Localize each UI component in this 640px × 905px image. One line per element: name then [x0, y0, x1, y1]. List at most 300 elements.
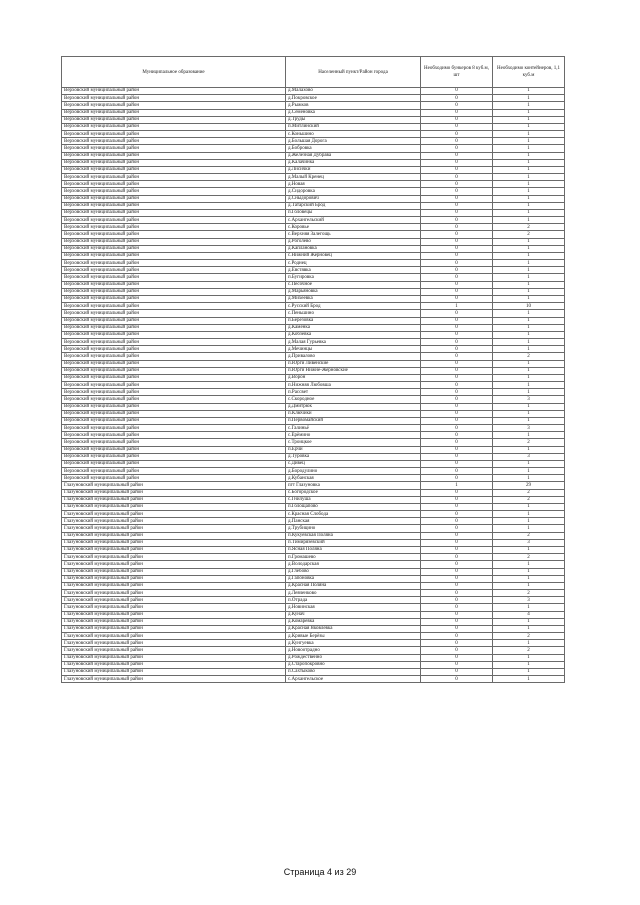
cell-municipality: Глазуновский муниципальный район [62, 633, 286, 640]
cell-municipality: Верховский муниципальный район [62, 310, 286, 317]
cell-municipality: Верховский муниципальный район [62, 152, 286, 159]
cell-settlement: д.Калачинка [286, 159, 421, 166]
cell-municipality: Верховский муниципальный район [62, 346, 286, 353]
cell-settlement: д.Сныдорович [286, 195, 421, 202]
cell-settlement: д.Рождественно [286, 654, 421, 661]
cell-settlement: с.Троицкое [286, 439, 421, 446]
cell-municipality: Верховский муниципальный район [62, 453, 286, 460]
cell-municipality: Верховский муниципальный район [62, 267, 286, 274]
table-row [62, 640, 565, 647]
cell-settlement: с.Верхняя Залегощь [286, 231, 421, 238]
cell-containers: 2 [493, 439, 565, 446]
cell-settlement: д.Марьяновка [286, 288, 421, 295]
cell-containers: 1 [493, 245, 565, 252]
cell-settlement: п.Тимирязевский [286, 539, 421, 546]
cell-settlement: п.Голощапово [286, 503, 421, 510]
cell-containers: 1 [493, 288, 565, 295]
table-row [62, 295, 565, 302]
table-row [62, 539, 565, 546]
cell-containers: 1 [493, 525, 565, 532]
cell-settlement: с.Нижний Жерновец [286, 252, 421, 259]
cell-settlement: д.Кунгуевка [286, 640, 421, 647]
cell-containers: 3 [493, 597, 565, 604]
cell-municipality: Верховский муниципальный район [62, 374, 286, 381]
cell-bunkers: 0 [421, 310, 493, 317]
cell-bunkers: 0 [421, 417, 493, 424]
table-row [62, 303, 565, 310]
cell-settlement: пгт Глазуновка [286, 482, 421, 489]
cell-municipality: Глазуновский муниципальный район [62, 668, 286, 675]
cell-containers: 2 [493, 590, 565, 597]
table-row [62, 360, 565, 367]
cell-settlement: д.Малый Кренец [286, 174, 421, 181]
cell-containers: 1 [493, 389, 565, 396]
cell-containers: 10 [493, 303, 565, 310]
cell-containers: 1 [493, 260, 565, 267]
cell-settlement: п.Ерчи [286, 446, 421, 453]
cell-bunkers: 0 [421, 410, 493, 417]
table-row [62, 432, 565, 439]
cell-containers: 1 [493, 281, 565, 288]
cell-municipality: Верховский муниципальный район [62, 382, 286, 389]
cell-bunkers: 0 [421, 676, 493, 683]
table-row [62, 131, 565, 138]
cell-municipality: Верховский муниципальный район [62, 468, 286, 475]
table-row [62, 374, 565, 381]
table-row [62, 339, 565, 346]
cell-containers: 1 [493, 123, 565, 130]
table-row [62, 654, 565, 661]
cell-settlement: с.Богородское [286, 489, 421, 496]
table-row [62, 260, 565, 267]
cell-municipality: Глазуновский муниципальный район [62, 625, 286, 632]
cell-settlement: д.Левченково [286, 590, 421, 597]
cell-settlement: п.Отрада [286, 597, 421, 604]
cell-containers: 1 [493, 95, 565, 102]
cell-bunkers: 0 [421, 252, 493, 259]
cell-settlement: д.Евстявка [286, 267, 421, 274]
table-row [62, 195, 565, 202]
cell-settlement: с.Русский Брод [286, 303, 421, 310]
table-row [62, 496, 565, 503]
cell-containers: 2 [493, 224, 565, 231]
table-row [62, 166, 565, 173]
cell-municipality: Глазуновский муниципальный район [62, 489, 286, 496]
cell-bunkers: 0 [421, 453, 493, 460]
cell-municipality: Верховский муниципальный район [62, 460, 286, 467]
cell-municipality: Верховский муниципальный район [62, 145, 286, 152]
table-row [62, 482, 565, 489]
cell-containers: 1 [493, 217, 565, 224]
cell-containers: 3 [493, 539, 565, 546]
cell-municipality: Верховский муниципальный район [62, 432, 286, 439]
cell-bunkers: 0 [421, 611, 493, 618]
table-row [62, 217, 565, 224]
cell-containers: 4 [493, 611, 565, 618]
cell-containers: 29 [493, 482, 565, 489]
cell-containers: 1 [493, 88, 565, 95]
cell-settlement: п.Юрги Ливенские [286, 360, 421, 367]
cell-containers: 1 [493, 640, 565, 647]
table-row [62, 389, 565, 396]
cell-settlement: д.Татарский Брод [286, 202, 421, 209]
table-row [62, 382, 565, 389]
cell-municipality: Верховский муниципальный район [62, 116, 286, 123]
table-row [62, 123, 565, 130]
table-row [62, 511, 565, 518]
cell-settlement: д.Каплановка [286, 245, 421, 252]
cell-municipality: Глазуновский муниципальный район [62, 640, 286, 647]
cell-municipality: Глазуновский муниципальный район [62, 618, 286, 625]
table-row [62, 152, 565, 159]
cell-containers: 1 [493, 145, 565, 152]
cell-municipality: Верховский муниципальный район [62, 331, 286, 338]
cell-bunkers: 0 [421, 539, 493, 546]
table-row [62, 633, 565, 640]
cell-municipality: Верховский муниципальный район [62, 396, 286, 403]
cell-municipality: Верховский муниципальный район [62, 123, 286, 130]
cell-containers: 1 [493, 417, 565, 424]
cell-bunkers: 0 [421, 331, 493, 338]
cell-municipality: Верховский муниципальный район [62, 166, 286, 173]
cell-settlement: д.Комарёвка [286, 618, 421, 625]
cell-containers: 1 [493, 410, 565, 417]
cell-municipality: Верховский муниципальный район [62, 324, 286, 331]
cell-containers: 2 [493, 231, 565, 238]
cell-settlement: с.Архангельский [286, 217, 421, 224]
table-row [62, 590, 565, 597]
cell-settlement: с.Ерёмино [286, 432, 421, 439]
cell-municipality: Верховский муниципальный район [62, 360, 286, 367]
cell-settlement: с.Скородное [286, 396, 421, 403]
cell-settlement: д.Лисички [286, 166, 421, 173]
cell-bunkers: 1 [421, 303, 493, 310]
cell-containers: 1 [493, 324, 565, 331]
cell-settlement: д.Привалово [286, 353, 421, 360]
cell-settlement: д.Железная Дубрава [286, 152, 421, 159]
cell-settlement: п.Головецы [286, 209, 421, 216]
cell-bunkers: 0 [421, 597, 493, 604]
cell-settlement: д.Красная Поляна [286, 582, 421, 589]
cell-containers: 1 [493, 432, 565, 439]
cell-municipality: Верховский муниципальный район [62, 252, 286, 259]
header-bunkers: Необходимо бункеров 8 куб.м, шт [421, 57, 493, 88]
cell-containers: 1 [493, 310, 565, 317]
cell-bunkers: 0 [421, 209, 493, 216]
table-row [62, 331, 565, 338]
table-row [62, 274, 565, 281]
cell-settlement: д.Семёновка [286, 109, 421, 116]
table-row [62, 267, 565, 274]
cell-bunkers: 1 [421, 482, 493, 489]
table-row [62, 188, 565, 195]
cell-bunkers: 0 [421, 575, 493, 582]
cell-settlement: п.Ясная Поляна [286, 547, 421, 554]
cell-bunkers: 0 [421, 159, 493, 166]
table-row [62, 676, 565, 683]
cell-settlement: п.Березовка [286, 317, 421, 324]
cell-containers: 1 [493, 604, 565, 611]
cell-municipality: Верховский муниципальный район [62, 138, 286, 145]
cell-containers: 2 [493, 353, 565, 360]
cell-bunkers: 0 [421, 274, 493, 281]
table-row [62, 547, 565, 554]
cell-bunkers: 0 [421, 353, 493, 360]
table-row [62, 252, 565, 259]
table-row [62, 525, 565, 532]
table-row [62, 597, 565, 604]
cell-bunkers: 0 [421, 403, 493, 410]
cell-bunkers: 0 [421, 295, 493, 302]
table-row [62, 489, 565, 496]
cell-bunkers: 0 [421, 217, 493, 224]
cell-settlement: п.Митлинский [286, 123, 421, 130]
cell-municipality: Глазуновский муниципальный район [62, 554, 286, 561]
cell-municipality: Верховский муниципальный район [62, 159, 286, 166]
cell-municipality: Верховский муниципальный район [62, 425, 286, 432]
table-row [62, 224, 565, 231]
cell-containers: 1 [493, 152, 565, 159]
cell-containers: 1 [493, 188, 565, 195]
cell-containers: 1 [493, 360, 565, 367]
data-table [61, 56, 565, 683]
cell-containers: 1 [493, 202, 565, 209]
cell-bunkers: 0 [421, 123, 493, 130]
cell-containers: 1 [493, 267, 565, 274]
cell-bunkers: 0 [421, 88, 493, 95]
cell-bunkers: 0 [421, 439, 493, 446]
table-row [62, 453, 565, 460]
cell-municipality: Верховский муниципальный район [62, 403, 286, 410]
cell-settlement: д.Глебово [286, 568, 421, 575]
cell-municipality: Верховский муниципальный район [62, 367, 286, 374]
table-row [62, 518, 565, 525]
cell-municipality: Глазуновский муниципальный район [62, 597, 286, 604]
cell-containers: 1 [493, 618, 565, 625]
cell-municipality: Верховский муниципальный район [62, 288, 286, 295]
cell-municipality: Глазуновский муниципальный район [62, 503, 286, 510]
cell-municipality: Глазуновский муниципальный район [62, 539, 286, 546]
cell-municipality: Глазуновский муниципальный район [62, 661, 286, 668]
table-row [62, 281, 565, 288]
cell-settlement: д.Гапоновка [286, 575, 421, 582]
cell-bunkers: 0 [421, 324, 493, 331]
table-row [62, 468, 565, 475]
cell-bunkers: 0 [421, 224, 493, 231]
cell-bunkers: 0 [421, 145, 493, 152]
cell-settlement: д.Малая Гурьевка [286, 339, 421, 346]
table-row [62, 353, 565, 360]
cell-bunkers: 0 [421, 647, 493, 654]
cell-containers: 1 [493, 582, 565, 589]
cell-settlement: п.Кукуевская Поляна [286, 532, 421, 539]
table-row [62, 410, 565, 417]
cell-municipality: Верховский муниципальный район [62, 238, 286, 245]
cell-settlement: п.Рассвет [286, 389, 421, 396]
cell-municipality: Верховский муниципальный район [62, 475, 286, 482]
cell-bunkers: 0 [421, 346, 493, 353]
cell-containers: 2 [493, 532, 565, 539]
cell-containers: 3 [493, 425, 565, 432]
cell-municipality: Верховский муниципальный район [62, 439, 286, 446]
cell-bunkers: 0 [421, 166, 493, 173]
cell-bunkers: 0 [421, 618, 493, 625]
cell-settlement: д.Новоотрадно [286, 647, 421, 654]
cell-municipality: Верховский муниципальный район [62, 202, 286, 209]
cell-bunkers: 0 [421, 339, 493, 346]
table-row [62, 231, 565, 238]
table-row [62, 116, 565, 123]
cell-settlement: д.Ворон [286, 374, 421, 381]
cell-settlement: с.Коровье [286, 224, 421, 231]
cell-settlement: с.Дивец [286, 460, 421, 467]
cell-municipality: Верховский муниципальный район [62, 245, 286, 252]
cell-settlement: д.Бородулино [286, 468, 421, 475]
table-row [62, 439, 565, 446]
header-containers: Необходимо контейнеров, 1,1 куб.м [493, 57, 565, 88]
table-row [62, 425, 565, 432]
table-row [62, 532, 565, 539]
table-row [62, 403, 565, 410]
cell-bunkers: 0 [421, 432, 493, 439]
cell-containers: 1 [493, 561, 565, 568]
cell-settlement: д.Труды [286, 116, 421, 123]
cell-bunkers: 0 [421, 389, 493, 396]
cell-municipality: Глазуновский муниципальный район [62, 654, 286, 661]
table-row [62, 145, 565, 152]
cell-bunkers: 0 [421, 181, 493, 188]
cell-bunkers: 0 [421, 238, 493, 245]
table-row [62, 109, 565, 116]
cell-settlement: д.Дмитрюк [286, 403, 421, 410]
cell-bunkers: 0 [421, 446, 493, 453]
cell-municipality: Глазуновский муниципальный район [62, 575, 286, 582]
cell-bunkers: 0 [421, 568, 493, 575]
cell-settlement: д.Кривые Берёзы [286, 633, 421, 640]
cell-settlement: д.Панская [286, 518, 421, 525]
table-row [62, 582, 565, 589]
cell-municipality: Верховский муниципальный район [62, 339, 286, 346]
cell-settlement: с.Песочное [286, 281, 421, 288]
cell-bunkers: 0 [421, 640, 493, 647]
table-row [62, 288, 565, 295]
cell-settlement: с.Красная Слобода [286, 511, 421, 518]
cell-municipality: Верховский муниципальный район [62, 95, 286, 102]
cell-settlement: д.Новинская [286, 604, 421, 611]
cell-containers: 1 [493, 295, 565, 302]
cell-municipality: Верховский муниципальный район [62, 88, 286, 95]
cell-containers: 1 [493, 460, 565, 467]
table-row [62, 317, 565, 324]
cell-municipality: Верховский муниципальный район [62, 274, 286, 281]
cell-municipality: Глазуновский муниципальный район [62, 547, 286, 554]
cell-containers: 2 [493, 554, 565, 561]
table-row [62, 460, 565, 467]
cell-municipality: Верховский муниципальный район [62, 231, 286, 238]
cell-settlement: с.Роднец [286, 260, 421, 267]
cell-municipality: Верховский муниципальный район [62, 188, 286, 195]
table-row [62, 138, 565, 145]
table-row [62, 95, 565, 102]
cell-bunkers: 0 [421, 382, 493, 389]
table-row [62, 209, 565, 216]
cell-settlement: д.Кобзевка [286, 331, 421, 338]
cell-municipality: Верховский муниципальный район [62, 417, 286, 424]
cell-bunkers: 0 [421, 460, 493, 467]
cell-bunkers: 0 [421, 503, 493, 510]
cell-containers: 1 [493, 374, 565, 381]
cell-containers: 2 [493, 633, 565, 640]
cell-containers: 1 [493, 676, 565, 683]
cell-municipality: Верховский муниципальный район [62, 195, 286, 202]
cell-bunkers: 0 [421, 374, 493, 381]
cell-containers: 3 [493, 453, 565, 460]
cell-settlement: д.Сидоровка [286, 188, 421, 195]
table-row [62, 174, 565, 181]
cell-bunkers: 0 [421, 102, 493, 109]
cell-municipality: Глазуновский муниципальный район [62, 561, 286, 568]
cell-containers: 2 [493, 647, 565, 654]
cell-municipality: Глазуновский муниципальный район [62, 604, 286, 611]
cell-settlement: п.Громашево [286, 554, 421, 561]
cell-bunkers: 0 [421, 547, 493, 554]
cell-municipality: Верховский муниципальный район [62, 389, 286, 396]
cell-bunkers: 0 [421, 561, 493, 568]
cell-containers: 1 [493, 661, 565, 668]
cell-containers: 1 [493, 195, 565, 202]
cell-municipality: Верховский муниципальный район [62, 217, 286, 224]
cell-bunkers: 0 [421, 231, 493, 238]
cell-containers: 1 [493, 503, 565, 510]
cell-settlement: с.Галиньё [286, 425, 421, 432]
cell-bunkers: 0 [421, 525, 493, 532]
cell-containers: 1 [493, 547, 565, 554]
cell-bunkers: 0 [421, 317, 493, 324]
table-row [62, 668, 565, 675]
cell-bunkers: 0 [421, 95, 493, 102]
cell-bunkers: 0 [421, 288, 493, 295]
cell-bunkers: 0 [421, 633, 493, 640]
table-row [62, 346, 565, 353]
cell-municipality: Глазуновский муниципальный район [62, 590, 286, 597]
cell-containers: 3 [493, 396, 565, 403]
cell-municipality: Верховский муниципальный район [62, 353, 286, 360]
table-row [62, 575, 565, 582]
cell-bunkers: 0 [421, 518, 493, 525]
cell-containers: 1 [493, 238, 565, 245]
header-municipality: Муниципальное образование [62, 57, 286, 88]
cell-settlement: с.Пеньшино [286, 310, 421, 317]
cell-containers: 2 [493, 489, 565, 496]
cell-containers: 1 [493, 166, 565, 173]
cell-municipality: Верховский муниципальный район [62, 209, 286, 216]
cell-municipality: Верховский муниципальный район [62, 295, 286, 302]
cell-bunkers: 0 [421, 468, 493, 475]
cell-containers: 1 [493, 468, 565, 475]
cell-municipality: Верховский муниципальный район [62, 109, 286, 116]
table-row [62, 661, 565, 668]
cell-settlement: п.Ключики [286, 410, 421, 417]
cell-settlement: п.Сахтыково [286, 668, 421, 675]
cell-bunkers: 0 [421, 475, 493, 482]
cell-bunkers: 0 [421, 267, 493, 274]
cell-municipality: Глазуновский муниципальный район [62, 532, 286, 539]
cell-municipality: Верховский муниципальный район [62, 317, 286, 324]
cell-containers: 1 [493, 446, 565, 453]
cell-bunkers: 0 [421, 360, 493, 367]
cell-municipality: Глазуновский муниципальный район [62, 511, 286, 518]
cell-settlement: д.Старопокровно [286, 661, 421, 668]
